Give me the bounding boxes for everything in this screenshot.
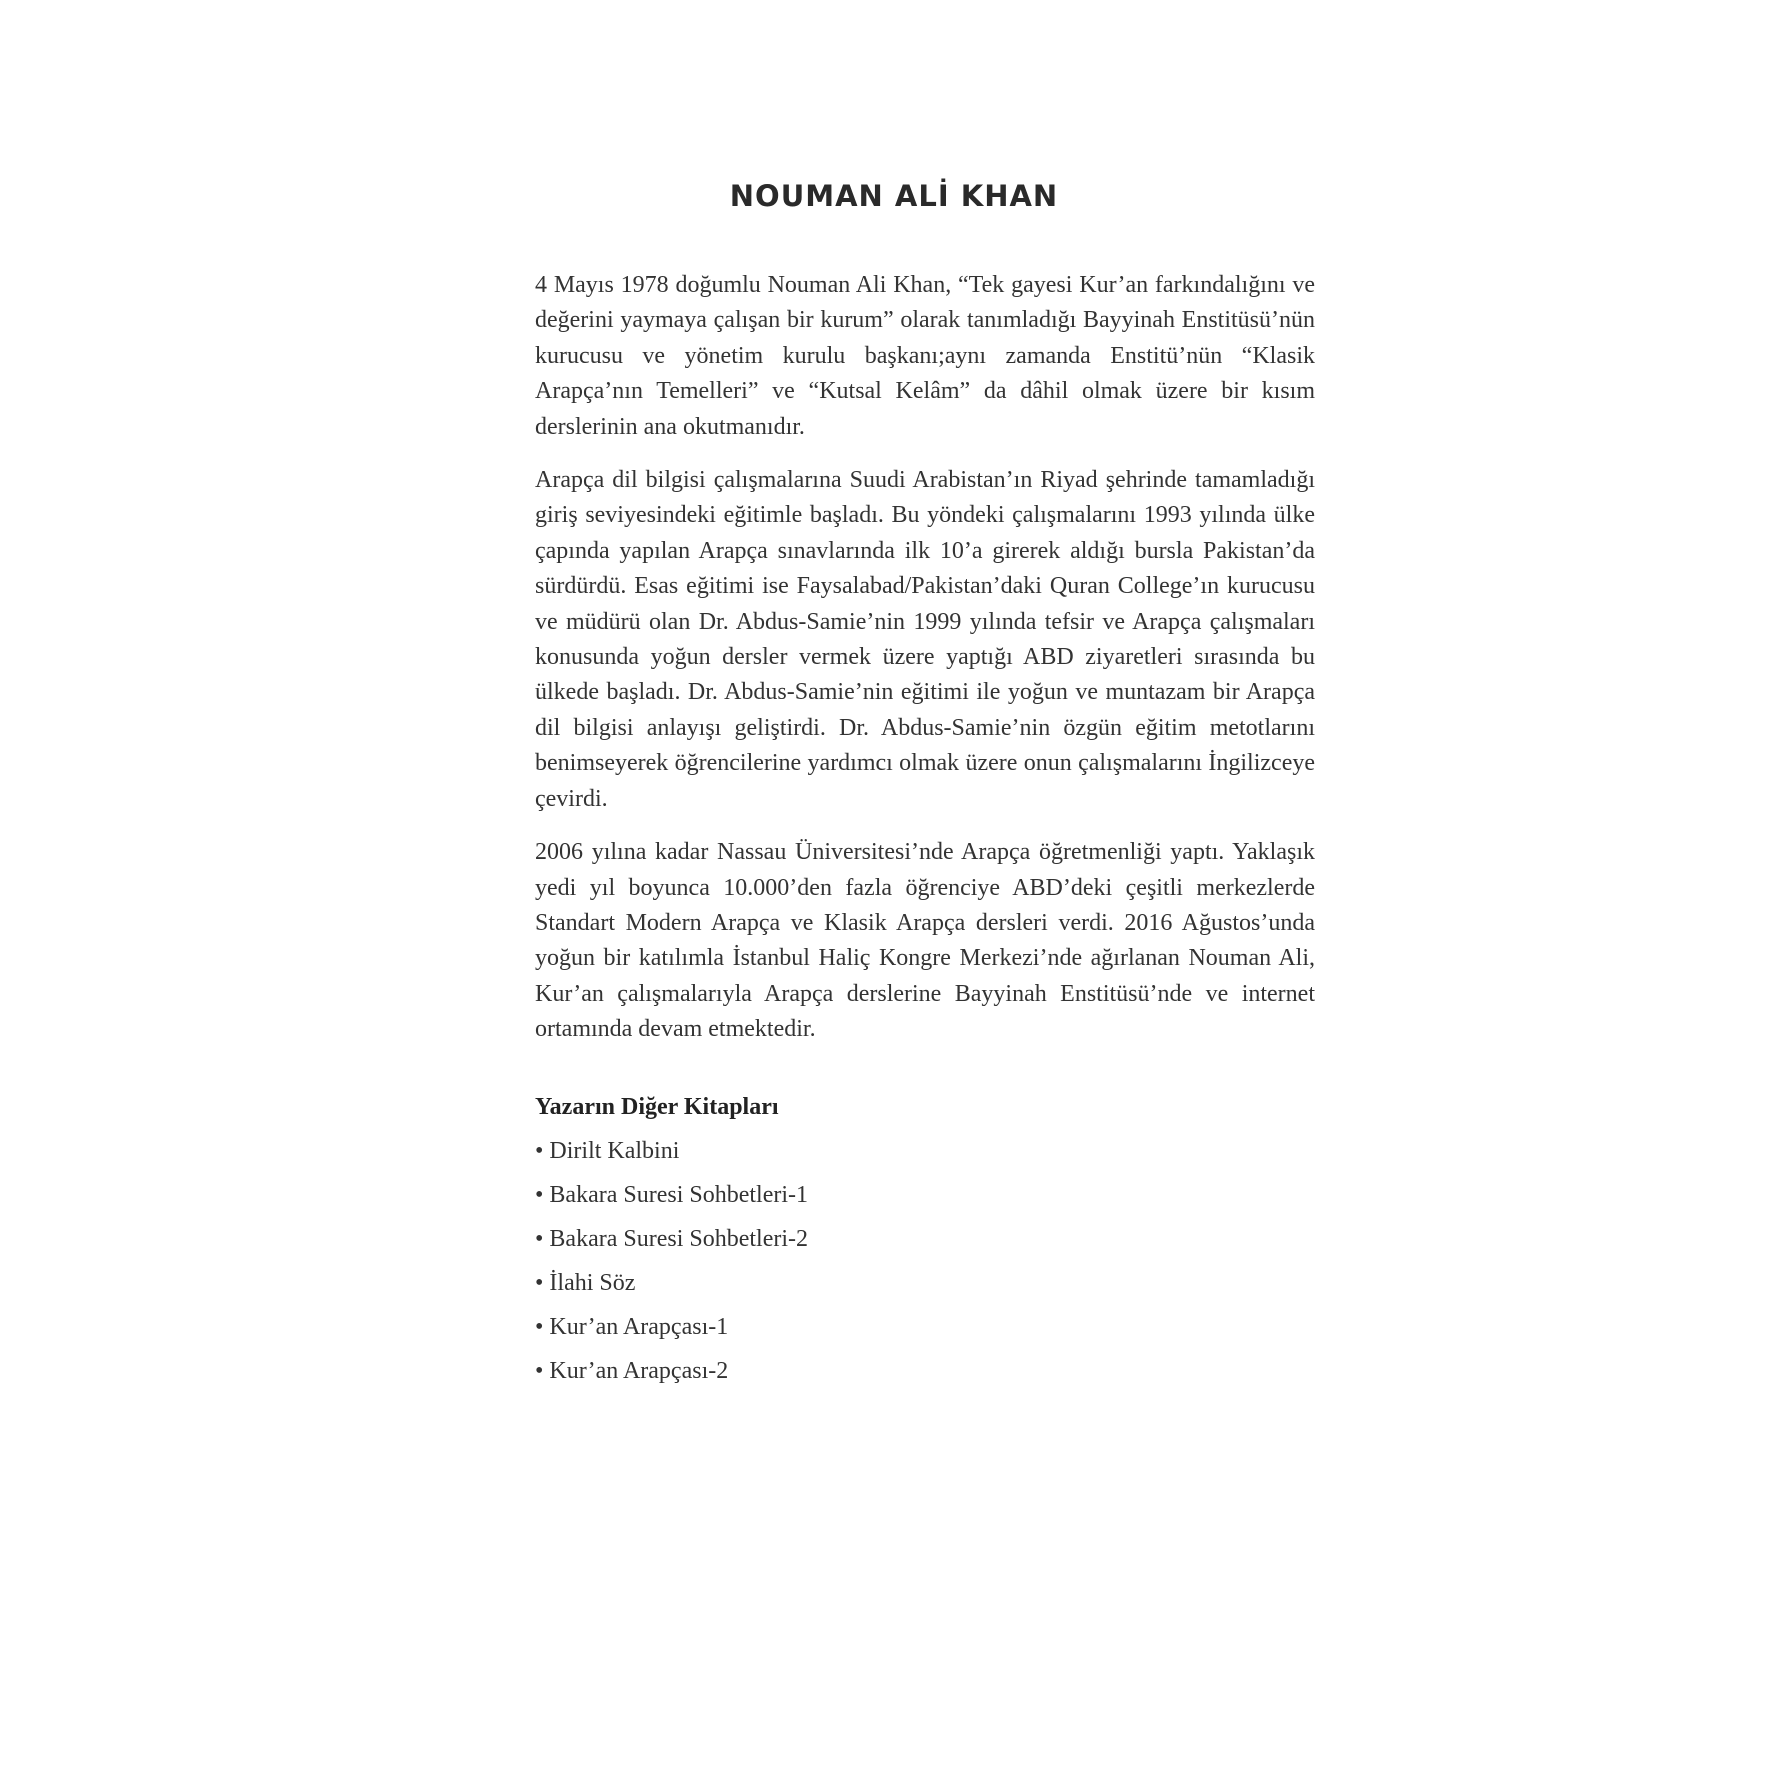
bullet-icon: • bbox=[535, 1269, 544, 1296]
bio-paragraph-1: 4 Mayıs 1978 doğumlu Nouman Ali Khan, “Tek gayesi Kur’an farkındalığını ve değerini yaymaya çalışan bir kurum” olarak tanımladığı Bayyinah Enstitüsü’nün kurucusu ve yönetim kurulu başkanı;aynı zamanda Enstitü’nün “Klasik Arapça’nın Temelleri” ve “Kutsal Kelâm” da dâhil olmak üzere bir kısım derslerinin ana okutmanıdır. bbox=[535, 272, 1315, 440]
bullet-icon: • bbox=[535, 1137, 544, 1164]
bio-paragraph-2: Arapça dil bilgisi çalışmalarına Suudi Arabistan’ın Riyad şehrinde tamamladığı giriş seviyesindeki eğitimle başladı. Bu yöndeki çalışmalarını 1993 yılında ülke çapında yapılan Arapça sınavlarında ilk 10’a girerek aldığı bursla Pakistan’da sürdürdü. Esas eğitimi ise Faysalabad/Pakistan’daki Quran College’ın kurucusu ve müdürü olan Dr. Abdus-Samie’nin 1999 yılında tefsir ve Arapça çalışmaları konusunda yoğun dersler vermek üzere yaptığı ABD ziyaretleri sırasında bu ülkede başladı. Dr. Abdus-Samie’nin eğitimi ile yoğun ve muntazam bir Arapça dil bilgisi anlayışı geliştirdi. Dr. Abdus-Samie’nin özgün eğitim metotlarını benimseyerek öğrencilerine yardımcı olmak üzere onun çalışmalarını İngilizceye çevirdi. bbox=[535, 467, 1315, 812]
bullet-icon: • bbox=[535, 1357, 544, 1384]
other-books-list bbox=[535, 1134, 1315, 1389]
book-item bbox=[535, 1178, 1315, 1213]
book-item bbox=[535, 1354, 1315, 1389]
book-item bbox=[535, 1266, 1315, 1301]
bullet-icon: • bbox=[535, 1181, 544, 1208]
page-body bbox=[535, 268, 1315, 1398]
book-title: Kur’an Arapçası-2 bbox=[549, 1357, 729, 1384]
bio-paragraph-3: 2006 yılına kadar Nassau Üniversitesi’nde Arapça öğretmenliği yaptı. Yaklaşık yedi yıl boyunca 10.000’den fazla öğrenciye ABD’deki çeşitli merkezlerde Standart Modern Arapça ve Klasik Arapça dersleri verdi. 2016 Ağustos’unda yoğun bir katılımla İstanbul Haliç Kongre Merkezi’nde ağırlanan Nouman Ali, Kur’an çalışmalarıyla Arapça derslerine Bayyinah Enstitüsü’nde ve internet ortamında devam etmektedir. bbox=[535, 839, 1315, 1043]
book-item bbox=[535, 1134, 1315, 1169]
book-item bbox=[535, 1222, 1315, 1257]
bullet-icon: • bbox=[535, 1225, 544, 1252]
book-title: Kur’an Arapçası-1 bbox=[549, 1313, 729, 1340]
book-title: Bakara Suresi Sohbetleri-2 bbox=[549, 1225, 809, 1252]
book-title: İlahi Söz bbox=[549, 1269, 636, 1296]
book-item bbox=[535, 1310, 1315, 1345]
bullet-icon: • bbox=[535, 1313, 544, 1340]
book-title: Dirilt Kalbini bbox=[549, 1137, 680, 1164]
author-name-heading: NOUMAN ALİ KHAN bbox=[729, 179, 1059, 213]
book-title: Bakara Suresi Sohbetleri-1 bbox=[549, 1181, 809, 1208]
other-books-heading: Yazarın Diğer Kitapları bbox=[535, 1093, 779, 1120]
